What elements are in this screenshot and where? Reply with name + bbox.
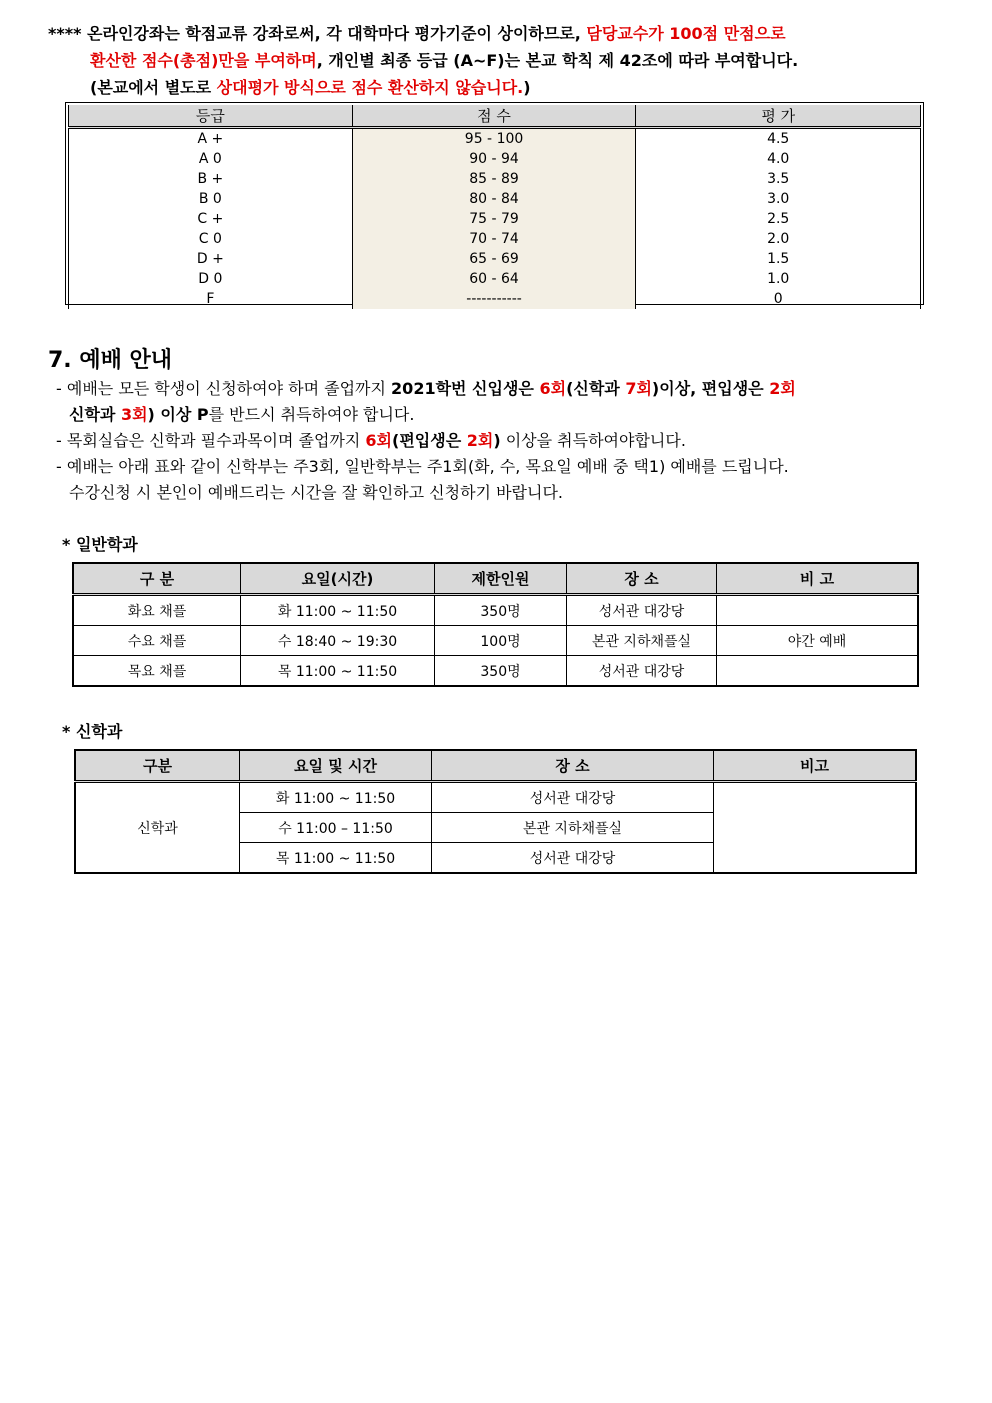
notice-text: , 개인별 최종 등급 (A~F)는 본교 학칙 제 42조에 따라 부여합니다. <box>316 51 799 70</box>
notice-line-3 <box>48 74 948 101</box>
text: (신학과 <box>566 379 626 398</box>
table-cell: 성서관 대강당 <box>567 656 717 687</box>
theology-chapel-table <box>74 749 917 874</box>
table-cell: 야간 예배 <box>717 626 919 656</box>
col-header: 요일(시간) <box>241 563 435 595</box>
text: 이상을 취득하여야합니다. <box>500 431 686 450</box>
table-cell: ----------- <box>352 289 636 309</box>
table-row <box>69 189 921 209</box>
table-cell: 성서관 대강당 <box>567 595 717 626</box>
col-header: 구분 <box>75 750 240 782</box>
text: 2021학번 신입생은 <box>391 379 540 398</box>
table-row <box>69 128 921 150</box>
notice-line-1 <box>48 20 948 47</box>
table-cell <box>714 782 917 874</box>
general-chapel-table <box>72 562 919 687</box>
table-cell: 350명 <box>435 595 567 626</box>
table-cell: 80 - 84 <box>352 189 636 209</box>
theology-table-body <box>75 782 916 874</box>
notice-highlight: 상대평가 방식으로 점수 환산하지 않습니다. <box>216 78 524 97</box>
table-cell: 성서관 대강당 <box>432 843 714 874</box>
table-cell: 2.0 <box>636 229 921 249</box>
table-cell: 본관 지하채플실 <box>567 626 717 656</box>
table-cell: 화 11:00 ~ 11:50 <box>240 782 432 813</box>
grade-table-body <box>69 128 921 310</box>
table-cell: 100명 <box>435 626 567 656</box>
table-row <box>73 626 918 656</box>
table-cell: 60 - 64 <box>352 269 636 289</box>
table-row <box>69 249 921 269</box>
table-cell: 수 18:40 ~ 19:30 <box>241 626 435 656</box>
table-cell: A 0 <box>69 149 353 169</box>
table-cell <box>717 656 919 687</box>
col-header: 구 분 <box>73 563 241 595</box>
notice-line-2 <box>48 47 948 74</box>
text: 2회 <box>769 379 796 398</box>
table-cell: 85 - 89 <box>352 169 636 189</box>
table-cell <box>717 595 919 626</box>
notice-highlight: 담당교수가 100점 만점으로 <box>586 24 786 43</box>
notice-text: ) <box>523 78 531 97</box>
table-row <box>69 209 921 229</box>
general-header-row <box>73 563 918 595</box>
text: 2회 <box>466 431 494 450</box>
table-cell: 본관 지하채플실 <box>432 813 714 843</box>
table-row <box>69 289 921 309</box>
col-header: 비 고 <box>717 563 919 595</box>
list-item <box>56 376 946 402</box>
list-item-continuation: 수강신청 시 본인이 예배드리는 시간을 잘 확인하고 신청하기 바랍니다. <box>69 483 563 502</box>
text: 를 반드시 취득하여야 합니다. <box>208 405 415 424</box>
table-cell: 4.0 <box>636 149 921 169</box>
table-row <box>73 595 918 626</box>
table-cell: B 0 <box>69 189 353 209</box>
notice-highlight: 환산한 점수(총점)만을 부여하며 <box>90 51 317 70</box>
table-cell: D 0 <box>69 269 353 289</box>
table-cell: A + <box>69 128 353 150</box>
table-cell: 70 - 74 <box>352 229 636 249</box>
table-cell: 95 - 100 <box>352 128 636 150</box>
table-cell: 목 11:00 ~ 11:50 <box>240 843 432 874</box>
section-7-list <box>56 376 946 506</box>
table-cell: 3.5 <box>636 169 921 189</box>
list-item-continuation <box>56 402 946 428</box>
table-cell: 3.0 <box>636 189 921 209</box>
col-header: 비고 <box>714 750 917 782</box>
table-cell: 수 11:00 – 11:50 <box>240 813 432 843</box>
table-cell: 65 - 69 <box>352 249 636 269</box>
table-cell: 1.0 <box>636 269 921 289</box>
col-header: 장 소 <box>432 750 714 782</box>
table-cell: B + <box>69 169 353 189</box>
table-cell: 90 - 94 <box>352 149 636 169</box>
table-cell: 신학과 <box>75 782 240 874</box>
table-cell: 75 - 79 <box>352 209 636 229</box>
general-table-body <box>73 595 918 687</box>
grade-table-header-row <box>69 105 921 128</box>
text: )이상, 편입생은 <box>651 379 770 398</box>
text: 신학과 <box>69 405 121 424</box>
text: 3회 <box>120 405 148 424</box>
table-row <box>75 782 916 813</box>
text: 6회 <box>539 379 567 398</box>
grade-table-frame <box>65 102 924 305</box>
text: (편입생은 <box>392 431 467 450</box>
table-cell: 0 <box>636 289 921 309</box>
col-header: 제한인원 <box>435 563 567 595</box>
col-header: 요일 및 시간 <box>240 750 432 782</box>
table-cell: 화요 채플 <box>73 595 241 626</box>
score-header: 점 수 <box>352 105 636 128</box>
table-row <box>73 656 918 687</box>
table-cell: D + <box>69 249 353 269</box>
table-cell: 성서관 대강당 <box>432 782 714 813</box>
text: 7회 <box>625 379 652 398</box>
table-cell: 4.5 <box>636 128 921 150</box>
point-header: 평 가 <box>636 105 921 128</box>
text: ) 이상 P <box>147 405 209 424</box>
table-cell: 350명 <box>435 656 567 687</box>
table-cell: C 0 <box>69 229 353 249</box>
general-heading: * 일반학과 <box>62 535 138 554</box>
text: 6회 <box>365 431 393 450</box>
notice-text: **** 온라인강좌는 학점교류 강좌로써, 각 대학마다 평가기준이 상이하므로, <box>48 24 587 43</box>
table-row <box>69 269 921 289</box>
col-header: 장 소 <box>567 563 717 595</box>
list-item: - 예배는 아래 표와 같이 신학부는 주3회, 일반학부는 주1회(화, 수, 목요일 예배 중 택1) 예배를 드립니다. <box>56 457 789 476</box>
table-cell: 수요 채플 <box>73 626 241 656</box>
notice-text: (본교에서 별도로 <box>90 78 217 97</box>
grade-table <box>68 105 921 309</box>
grade-header: 등급 <box>69 105 353 128</box>
text: - 목회실습은 신학과 필수과목이며 졸업까지 <box>56 431 366 450</box>
table-cell: C + <box>69 209 353 229</box>
table-row <box>69 169 921 189</box>
section-7-title: 7. 예배 안내 <box>48 348 172 373</box>
list-item <box>56 428 946 454</box>
table-cell: F <box>69 289 353 309</box>
table-row <box>69 229 921 249</box>
table-cell: 1.5 <box>636 249 921 269</box>
table-row <box>69 149 921 169</box>
table-cell: 화 11:00 ~ 11:50 <box>241 595 435 626</box>
table-cell: 2.5 <box>636 209 921 229</box>
text: - 예배는 모든 학생이 신청하여야 하며 졸업까지 <box>56 379 392 398</box>
text: ) <box>493 431 501 450</box>
table-cell: 목요 채플 <box>73 656 241 687</box>
grading-notice <box>48 20 948 101</box>
theology-header-row <box>75 750 916 782</box>
theology-heading: * 신학과 <box>62 722 123 741</box>
table-cell: 목 11:00 ~ 11:50 <box>241 656 435 687</box>
